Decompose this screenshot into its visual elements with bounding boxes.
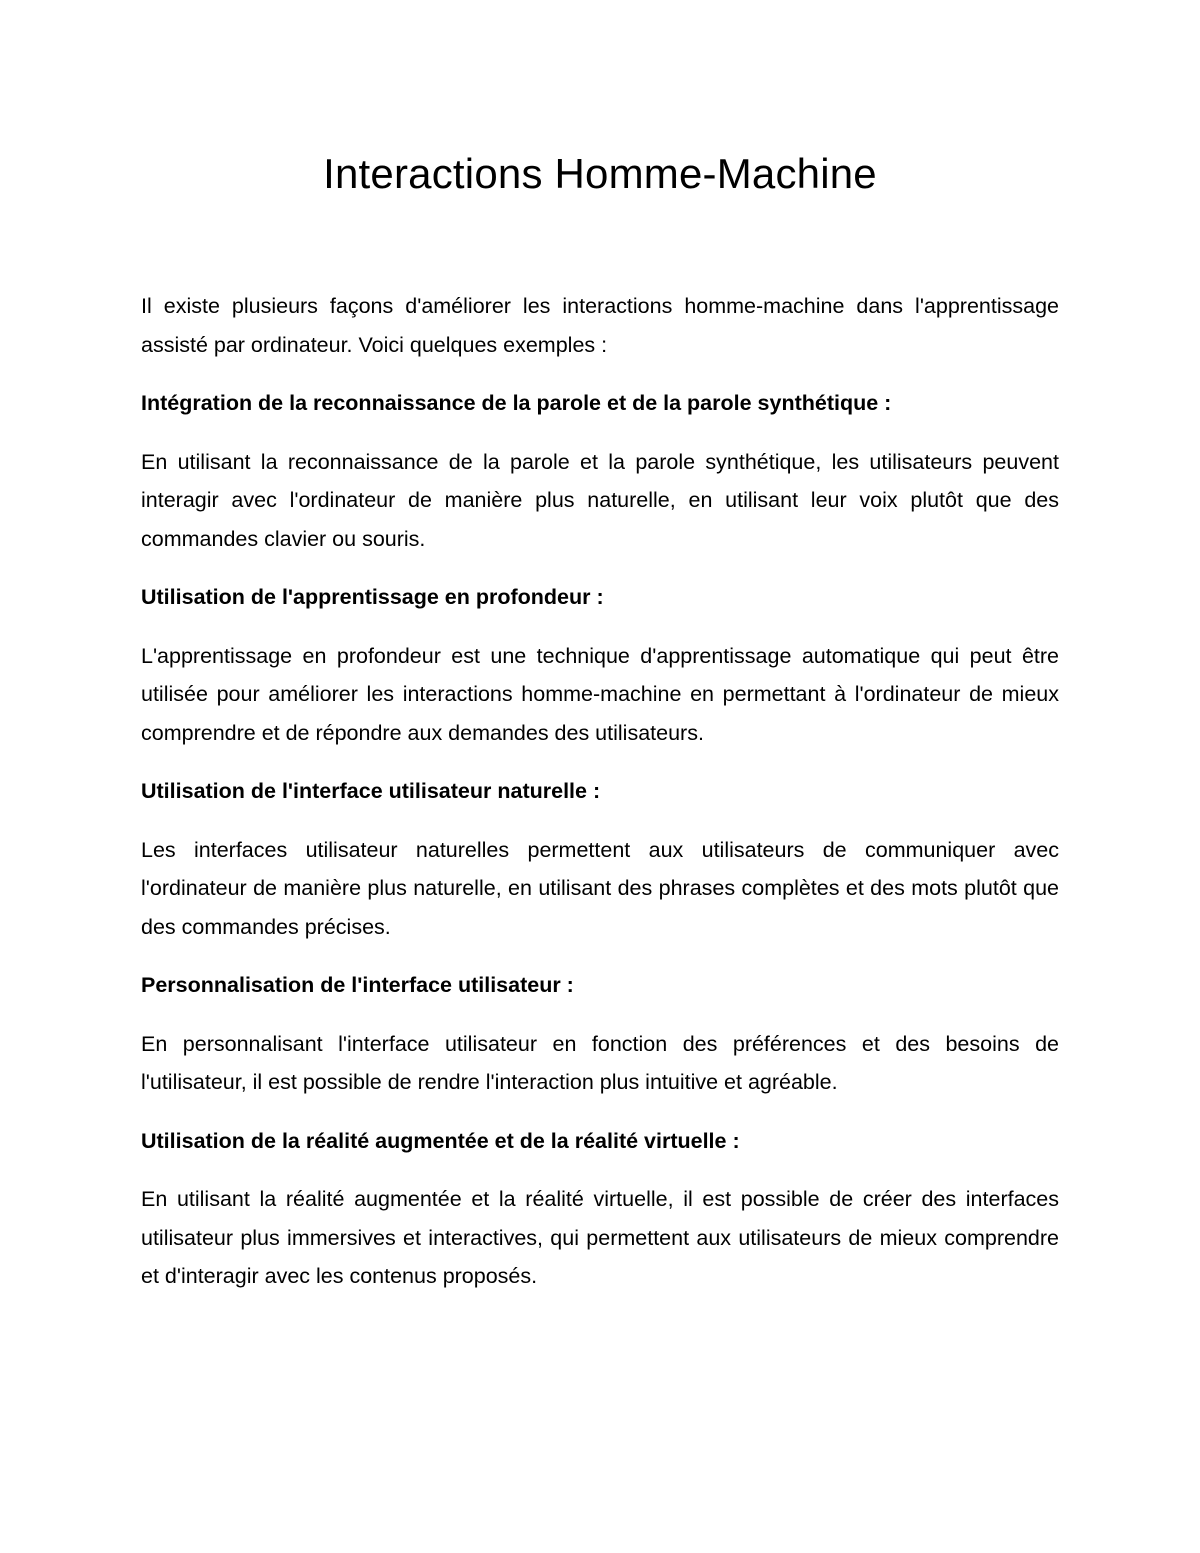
section-heading-speech: Intégration de la reconnaissance de la parole et de la parole synthétique : xyxy=(141,391,892,415)
document-title: Interactions Homme-Machine xyxy=(323,150,877,197)
section-heading-natural-ui: Utilisation de l'interface utilisateur naturelle : xyxy=(141,779,601,803)
section-heading-personalization: Personnalisation de l'interface utilisateur : xyxy=(141,973,574,997)
section-heading-deep-learning: Utilisation de l'apprentissage en profondeur : xyxy=(141,585,604,609)
intro-paragraph: Il existe plusieurs façons d'améliorer les interactions homme-machine dans l'apprentissage assisté par ordinateur. Voici quelques exemples : xyxy=(141,294,1059,357)
section-text-personalization: En personnalisant l'interface utilisateur en fonction des préférences et des besoins de l'utilisateur, il est possible de rendre l'interaction plus intuitive et agréable. xyxy=(141,1031,1059,1094)
section-text-deep-learning: L'apprentissage en profondeur est une technique d'apprentissage automatique qui peut être utilisée pour améliorer les interactions homme-machine en permettant à l'ordinateur de mieux comprendre et de répondre aux demandes des utilisateurs. xyxy=(141,643,1059,745)
section-text-speech: En utilisant la reconnaissance de la parole et la parole synthétique, les utilisateurs peuvent interagir avec l'ordinateur de manière plus naturelle, en utilisant leur voix plutôt que des commandes clavier ou souris. xyxy=(141,449,1059,551)
section-text-natural-ui: Les interfaces utilisateur naturelles permettent aux utilisateurs de communiquer avec l'ordinateur de manière plus naturelle, en utilisant des phrases complètes et des mots plutôt que des commandes précises. xyxy=(141,837,1059,939)
document-body xyxy=(141,287,1059,1316)
section-text-ar-vr: En utilisant la réalité augmentée et la réalité virtuelle, il est possible de créer des interfaces utilisateur plus immersives et interactives, qui permettent aux utilisateurs de mieux comprendre et d'interagir avec les contenus proposés. xyxy=(141,1187,1059,1288)
section-heading-ar-vr: Utilisation de la réalité augmentée et de la réalité virtuelle : xyxy=(141,1128,740,1153)
